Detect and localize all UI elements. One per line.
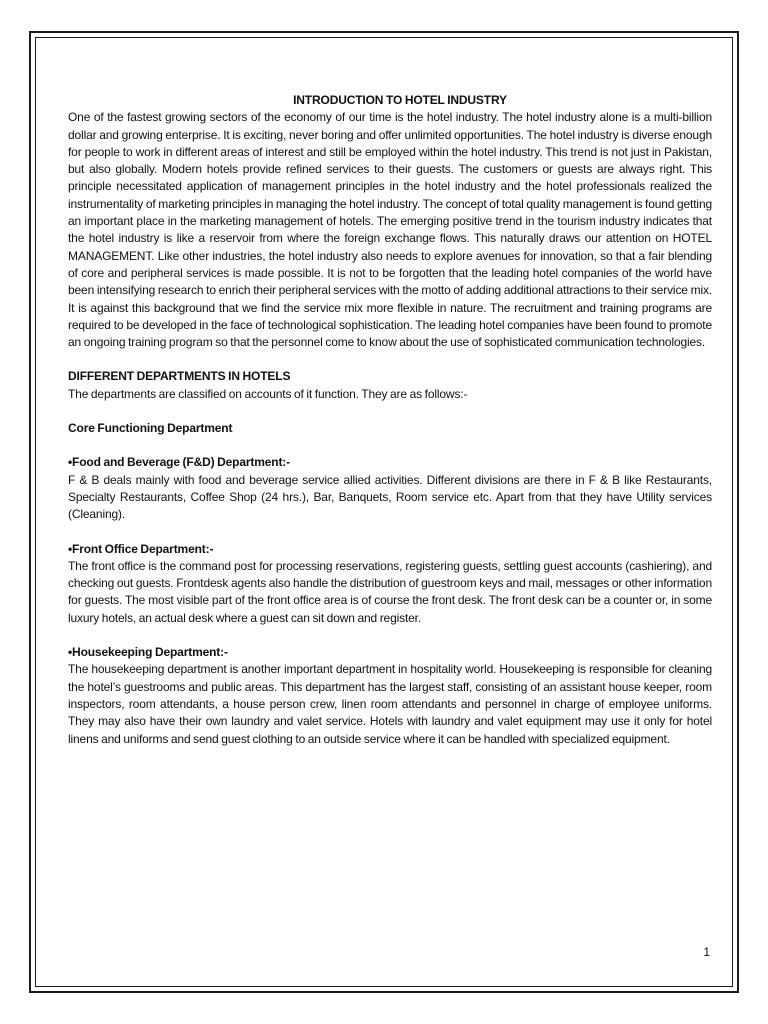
front-office-body: The front office is the command post for processing reservations, registering guests, settling guest accounts (cashiering), and checking out guests. Frontdesk agents also handle the distribution of guestroom keys and mail, messages or other information for guests. The most visible part of the front office area is of course the front desk. The front desk can be a counter or, in some luxury hotels, an actual desk where a guest can sit down and register. [68, 558, 712, 625]
fnb-department-heading: •Food and Beverage (F&D) Department:- [68, 455, 291, 470]
page-number: 1 [703, 945, 710, 959]
housekeeping-body: The housekeeping department is another important department in hospitality world. Housekeeping is responsible for cleaning the hotel’s guestrooms and public areas. This department has the largest staff, consisting of an assistant house keeper, room inspectors, room attendants, a house person crew, linen room attendants and personnel in charge of employee uniforms. They may also have their own laundry and valet service. Hotels with laundry and valet equipment may use it only for hotel linens and uniforms and send guest clothing to an outside service where it can be handled with specialized equipment. [68, 662, 712, 746]
document-title: INTRODUCTION TO HOTEL INDUSTRY [293, 93, 507, 107]
document-body [68, 92, 712, 748]
housekeeping-heading: •Housekeeping Department:- [68, 645, 228, 660]
front-office-heading: •Front Office Department:- [68, 541, 214, 556]
fnb-department-body: F & B deals mainly with food and beverage service allied activities. Different divisions are there in F & B like Restaurants, Specialty Restaurants, Coffee Shop (24 hrs.), Bar, Banquets, Room service etc. Apart from that they have Utility services (Cleaning). [68, 472, 712, 522]
departments-heading: DIFFERENT DEPARTMENTS IN HOTELS [68, 369, 291, 384]
intro-paragraph: One of the fastest growing sectors of the economy of our time is the hotel industry. The hotel industry alone is a multi-billion dollar and growing enterprise. It is exciting, never boring and offer unlimited opportunities. The hotel industry is diverse enough for people to work in different areas of interest and still be employed within the hotel industry. This trend is not just in Pakistan, but also globally. Modern hotels provide refined services to their guests. The customers or guests are always right. This principle necessitated application of management principles in the hotel industry and the hotel professionals realized the instrumentality of marketing principles in managing the hotel industry. The concept of total quality management is found getting an important place in the marketing management of hotels. The emerging positive trend in the tourism industry indicates that the hotel industry is like a reservoir from where the foreign exchange flows. This naturally draws our attention on HOTEL MANAGEMENT. Like other industries, the hotel industry also needs to explore avenues for innovation, so that a fair blending of core and peripheral services is made possible. It is not to be forgotten that the leading hotel companies of the world have been intensifying research to enrich their peripheral services with the motto of adding additional attractions to their service mix. It is against this background that we find the service mix more flexible in nature. The recruitment and training programs are required to be developed in the face of technological sophistication. The leading hotel companies have been found to promote an ongoing training program so that the personnel come to know about the use of sophisticated communication technologies. [68, 110, 712, 350]
core-department-heading: Core Functioning Department [68, 421, 233, 436]
departments-intro: The departments are classified on accounts of it function. They are as follows:- [68, 386, 468, 401]
